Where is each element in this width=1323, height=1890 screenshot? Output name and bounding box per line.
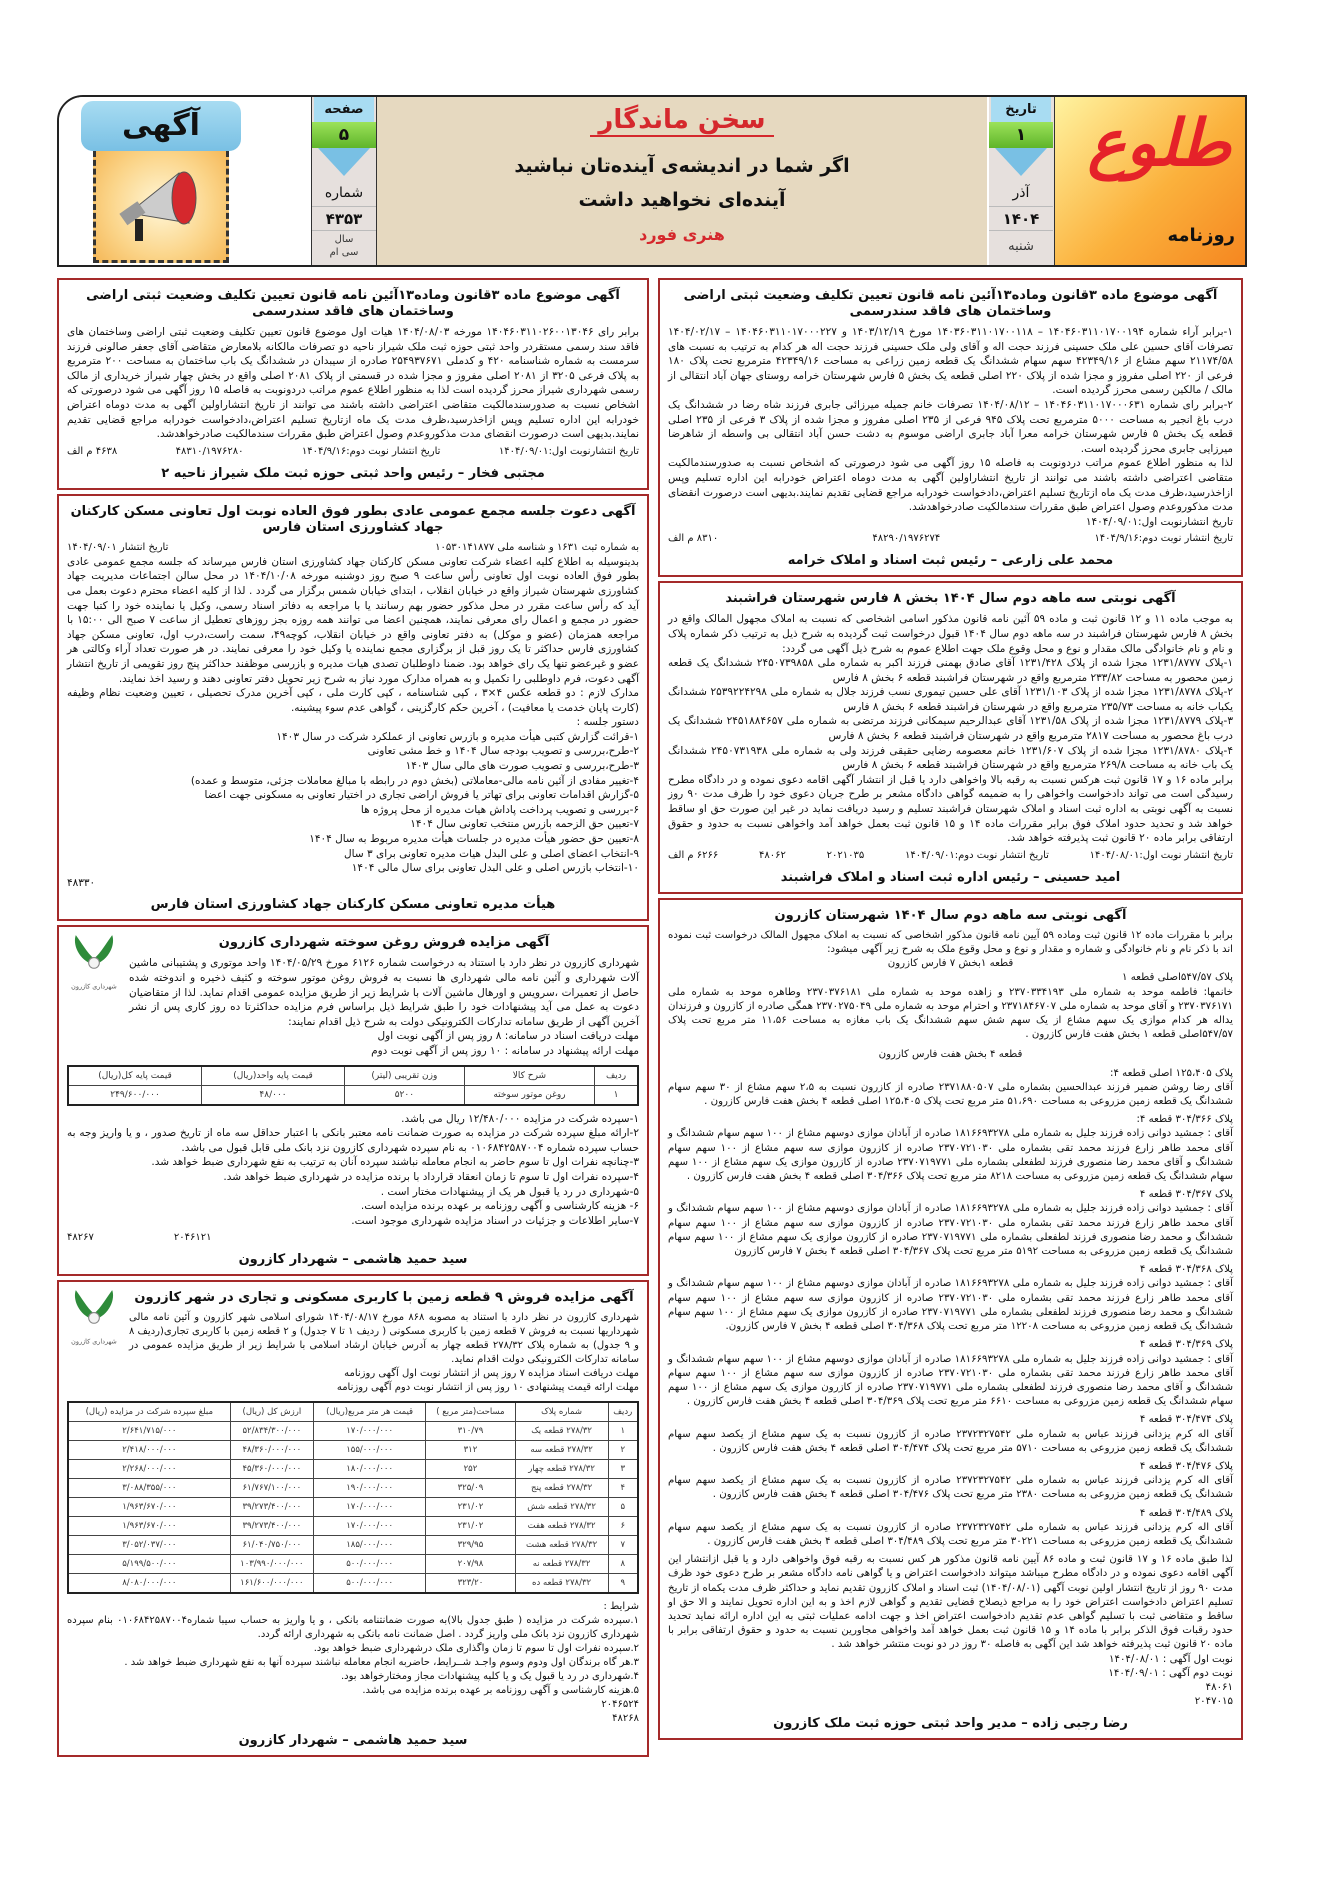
condition-item: ۲.سپرده نفرات اول تا سوم تا زمان واگذاری ملک درشهرداری ضبط خواهد بود. — [313, 1643, 639, 1655]
ad-meta — [668, 849, 1233, 863]
ad-code: ۴۸۲۹۰/۱۹۷۶۲۷۴ — [872, 533, 941, 545]
table-cell: ۲۰۷/۹۸ — [426, 1555, 515, 1574]
table-row — [68, 1555, 638, 1574]
year-value: سی ام — [329, 247, 359, 258]
table-cell: ۱۰۳/۹۹۰/۰۰۰/۰۰۰ — [230, 1555, 313, 1574]
page-number: ۵ — [312, 122, 376, 148]
ad-code: ۴۸۲۶۸ — [612, 1713, 639, 1725]
table-header-cell: وزن تقریبی (لیتر) — [344, 1066, 464, 1086]
table-cell: ۶۱/۷۶۷/۱۰۰/۰۰۰ — [230, 1479, 313, 1498]
ad-paragraph: آقای : جمشید دوانی زاده فرزند جلیل به شماره ملی ۱۸۱۶۶۹۳۲۷۸ صادره از آبادان موازی دوسهم مشاع از ۱۰۰ سهم سهام ششدانگ و آقای محمد طاهر زارع فرزند محمد تقی بشماره ملی ۲۳۷۰۷۲۱۰۳۰ صادره از کازرون موازی سه سهم مشاع از ۱۰۰ سهم سهام ششدانگ و محمد رضا منصوری فرزند لطفعلی بشماره ملی ۲۳۷۰۷۱۹۷۷۱ صادره از کازرون موازی یک سهم مشاع از ۱۰۰ سهم سهام ششدانگ یک قطعه زمین مزروعی به مساحت ۵۱۹۲ متر مربع تحت پلاک ۳۰۴/۳۶۷ اصلی قطعه ۴ بخش ۷ فارس کازرون — [668, 1203, 1233, 1258]
condition-item: ۵.هزینه کارشناسی و آگهی روزنامه بر عهده برنده مزایده می باشد. — [362, 1685, 639, 1697]
quote-title — [377, 105, 987, 135]
ad-paragraph: برابر ماده ۱۶ و ۱۷ قانون ثبت هرکس نسبت به رقبه بالا واخواهی دارد یا قبل از انتشار آگهی اقامه دعوی نموده و در دادگاه مطرح رسیدگی است می تواند دادخواست واخواهی را به ضمیمه گواهی دادگاه مشعر بر طرح جریان دعوی خود را ظرف مدت ۹۰ روز نسبت به آگهی نوبتی به اداره ثبت اسناد و املاک شهرستان فراشبند تسلیم و رسید دریافت نماید در غیر این صورت حق او ساقط خواهد شد و تحدید حدود املاک فوق برابر مقررات ماده ۱۴ و ۱۵ قانون ثبت بعمل خواهد آمد واخواهی نسبت به حدود و حقوق ارتفاقی برابر ماده ۲۰ قانون ثبت پذیرفته خواهد شد. — [668, 773, 1233, 845]
ad-registration: به شماره ثبت ۱۶۳۱ و شناسه ملی ۱۰۵۳۰۱۴۱۸۷۷ — [435, 541, 639, 553]
ad-farashband — [658, 581, 1243, 894]
condition-item: ۶- هزینه کارشناسی و آگهی روزنامه بر عهده برنده مزایده است. — [360, 1200, 639, 1213]
ad-deadline: مهلت دریافت اسناد در سامانه: ۸ روز پس از آگهی نوبت اول — [377, 1030, 639, 1043]
table-cell: ۱/۹۶۳/۶۷۰/۰۰۰ — [68, 1498, 230, 1517]
ad-title: آگهی دعوت جلسه مجمع عمومی عادی بطور فوق العاده نوبت اول تعاونی مسکن کارکنان جهاد کشاورزی استان فارس — [70, 503, 636, 535]
ad-pub-date: تاریخ انتشار ۱۴۰۴/۰۹/۰۱ — [67, 541, 169, 553]
ad-paragraph: آقای : جمشید دوانی زاده فرزند جلیل به شماره ملی ۱۸۱۶۶۹۳۲۷۸ صادره از آبادان موازی دوسهم مشاع از ۱۰۰ سهم سهام ششدانگ و آقای محمد طاهر زارع فرزند محمد تقی بشماره ملی ۲۳۷۰۷۲۱۰۳۰ صادره از کازرون موازی سه سهم مشاع از ۱۰۰ سهم سهام ششدانگ و آقای محمد رضا منصوری فرزند لطفعلی بشماره ملی ۲۳۷۰۷۱۹۷۷۱ صادره از کازرون موازی یک سهم مشاع از ۱۰۰ سهم سهام ششدانگ یک قطعه زمین مزروعی به مساحت ۶۶۱۰ متر مربع تحت پلاک ۳۰۴/۳۶۹ اصلی قطعه ۴ بخش هفت فارس کازرون . — [668, 1353, 1233, 1408]
ad-plot: پلاک ۱۲۵،۴۰۵ اصلی قطعه ۴: — [1110, 1067, 1233, 1079]
table-header-row — [68, 1402, 638, 1422]
agenda-item: ۹-انتخاب اعضای اصلی و علی البدل هیات مدیره تعاونی برای ۳ سال — [344, 847, 639, 860]
ad-deadline: مهلت ارائه پیشنهاد در سامانه : ۱۰ روز پس از آگهی نوبت دوم — [371, 1044, 639, 1057]
ad-deadline: مهلت ارائه قیمت پیشنهادی ۱۰ روز پس از انتشار نوبت دوم آگهی روزنامه — [336, 1382, 639, 1394]
ad-banner: آگهی — [81, 101, 241, 151]
ad-date-second: نوبت دوم آگهی : ۱۴۰۴/۰۹/۰۱ — [1108, 1667, 1233, 1679]
ad-code: ۴۸۰۶۱ — [1205, 1681, 1233, 1693]
ad-date-first: تاریخ انتشارنوبت اول:۱۴۰۴/۰۹/۰۱ — [498, 445, 639, 457]
ad-code: ۲۰۴۶۵۲۴ — [601, 1699, 639, 1711]
ad-plot: پلاک ۳۰۴/۴۷۶ قطعه ۴ — [1139, 1460, 1233, 1472]
ad-code: ۲۰۲۱۰۳۵ — [826, 849, 865, 861]
agenda-item: ۱۰-انتخاب بازرس اصلی و علی البدل تعاونی برای سال مالی ۱۴۰۴ — [351, 862, 639, 875]
ad-paragraph: ۲-برابر رای شماره ۱۴۰۴۶۰۳۱۱۰۱۷۰۰۰۶۳۱ – ۱۴۰۴/۰۸/۱۲ تصرفات خانم جمیله میرزائی جابری فرزند شاه رضا در ششدانگ یک درب باغ انجیر به مساحت ۵۰۰۰ مترمربع تحت پلاک ۹۴۵ فرعی از ۲۳۵ اصلی مفروز و مجزا شده از پلاک ۳ فرعی از ۲۳۵ اصلی قطعه یک بخش ۵ فارس شهرستان خرامه معرا آباد جابری اراضی موسوم به دشت حسن آباد انتقالی بی واسطه از شاهرضا میرزایی جابری محرز گردیده است. — [668, 398, 1233, 455]
table-cell: ۱۷۰/۰۰۰/۰۰۰ — [314, 1498, 426, 1517]
table-cell: ۲۷۸/۳۲ قطعه سه — [515, 1441, 608, 1460]
ad-date-first: نوبت اول آگهی : ۱۴۰۴/۰۸/۰۱ — [1109, 1653, 1233, 1665]
ad-header — [67, 933, 639, 1058]
ad-header-text — [129, 933, 639, 1058]
agenda-item: ۵-گزارش اقدامات تعاونی برای تهاتر یا فروش اراضی تجاری در اختیار تعاونی به مسکونی جهت اعضا — [204, 789, 639, 802]
ad-code: ۸۳۱۰ م الف — [668, 533, 719, 545]
ad-meta — [668, 532, 1233, 546]
agenda-list — [67, 730, 639, 876]
ad-paragraph: آقای اله کرم یزدانی فرزند عباس به شماره ملی ۲۳۷۲۳۲۷۵۴۲ صادره از کازرون نسبت به یک سهم مشاع از یکصد سهم سهام ششدانگ یک قطعه زمین مزروعی به مساحت ۵۷۱۰ متر مربع تحت پلاک ۳۰۴/۴۷۴ اصلی قطعه ۴ بخش هفت فارس کازرون . — [668, 1428, 1233, 1454]
table-cell: ۷ — [608, 1536, 638, 1555]
table-cell: ۹ — [608, 1574, 638, 1594]
ad-land-auction — [57, 1280, 649, 1757]
ad-plot: پلاک ۵۴۷/۵۷اصلی قطعه ۱ — [1122, 972, 1233, 984]
ad-paragraph: آقای اله کرم یزدانی فرزند عباس به شماره ملی ۲۳۷۲۳۲۷۵۴۲ صادره از کازرون نسبت به یک سهم مشاع از یکصد سهم سهام ششدانگ یک قطعه زمین مزروعی به مساحت ۳۰۲۲۱ متر مربع تحت پلاک ۳۰۴/۴۸۹ اصلی قطعه ۴ بخش هفت فارس کازرون . — [668, 1521, 1233, 1547]
date-box — [989, 97, 1055, 267]
ad-signature: رضا رجبی زاده – مدیر واحد ثبتی حوزه ثبت ملک کازرون — [773, 1716, 1128, 1732]
right-column — [658, 278, 1243, 1740]
table-row — [68, 1536, 638, 1555]
table-cell: ۱ — [595, 1085, 638, 1105]
table-cell: ۱۷۰/۰۰۰/۰۰۰ — [314, 1422, 426, 1441]
table-cell: ۸ — [608, 1555, 638, 1574]
ad-cooperative — [57, 494, 649, 922]
table-cell: ۳/۰۵۲/۰۳۷/۰۰۰ — [68, 1536, 230, 1555]
ad-code: ۴۸۰۶۲ — [759, 849, 786, 861]
ad-date-second: تاریخ انتشار نوبت دوم:۱۴۰۴/۹/۱۶ — [1094, 533, 1233, 545]
ad-paragraph: شهرداری کازرون در نظر دارد با استناد به درخواست شماره ۶۱۲۶ مورخ ۱۴۰۴/۰۵/۲۹ واحد موتوری و پشتیبانی ماشین آلات شهرداری و آئین نامه مالی شهرداری ها نسبت به فروش روغن موتور سوخته و کثیف ذخیره و اندوخته شده حاصل از تعمیرات ،سرویس و اورهال ماشین آلات با شرایط زیر از طریق مزایده عمومی اقدام نماید. لذا از متقاضیان دعوت به عمل می آید پیشنهادات خود را طبق شرایط ذیل براساس فرم مزایده حداکثرتا ده روز کاری پس از نشر آخرین آگهی از طریق سامانه تدارکات الکترونیکی دولت به شرح ذیل اقدام نمایند: — [129, 957, 639, 1028]
table-cell: ۲۳۱/۰۲ — [426, 1517, 515, 1536]
ad-meta — [67, 1231, 639, 1245]
ad-paragraph: آقای رضا روشن ضمیر فرزند عبدالحسین بشماره ملی ۲۳۷۱۸۸۰۵۰۷ صادره از کازرون نسبت به ۲،۵ سهم مشاع از ۳۰ سهم سهام ششدانگ یک قطعه زمین مزروعی به مساحت ۵۱،۶۹۰ متر مربع تحت پلاک ۱۲۵،۴۰۵ اصلی قطعه ۴ بخش هفت فارس کازرون . — [668, 1081, 1233, 1108]
table-row — [68, 1460, 638, 1479]
brand-name: طلوع — [1087, 107, 1231, 181]
date-weekday: شنبه — [1008, 239, 1034, 254]
condition-item: ۱-سپرده شرکت در مزایده ۱۲/۴۸۰/۰۰۰ ریال می باشد. — [401, 1112, 639, 1125]
logo-text: شهرداری کازرون — [71, 1337, 117, 1346]
ad-paragraph: ۴-پلاک ۱۲۳۱/۸۷۸۰ مجزا شده از پلاک ۱۲۳۱/۶۰۷ خانم معصومه رضایی حقیقی فرزند ولی به شماره ملی ۲۴۵۰۷۳۱۹۳۸ ششدانگ یک باب خانه به مساحت ۲۶۹/۸ مترمربع واقع در شهرستان فراشبند قطعه ۶ بخش ۸ فارس — [668, 744, 1233, 772]
ad-code: ۴۸۳۱۰/۱۹۷۶۲۸۰ — [175, 445, 244, 457]
page-label: صفحه — [314, 97, 374, 122]
date-day: ۱ — [989, 122, 1053, 148]
kazerun-municipality-logo — [67, 1288, 121, 1350]
ad-docs: مدارک لازم : دو قطعه عکس ۴×۳ ، کپی شناسنامه ، کپی کارت ملی ، کپی آخرین مدرک تحصیلی ، تعیین وضعیت نظام وظیفه (کارت پایان خدمت یا معافیت) ، آخرین حکم کارگزینی ، گواهی عدم سوء پیشینه. — [67, 687, 640, 714]
conditions-list — [67, 1112, 639, 1229]
table-cell: ۵/۱۹۹/۵۰۰/۰۰۰ — [68, 1555, 230, 1574]
ad-date-second: تاریخ انتشار نوبت دوم:۱۴۰۴/۰۹/۰۱ — [904, 849, 1049, 861]
ad-paragraph: لذا طبق ماده ۱۶ و ۱۷ قانون ثبت و ماده ۸۶ آیین نامه قانون مذکور هر کس نسبت به رقبه فوق واخواهی دارد و یا قبل ازانتشار این آگهی اقامه دعوی نموده و در دادگاه مطرح میباشد میتواند دادخواست اعتراض و یا گواهی نامه دادگاه مشعر بر طرح دعوی خود ظرف مدت ۹۰ روز از تاریخ انتشار اولین نوبت آگهی (۱۴۰۴/۰۸/۰۱) ثبت اسناد و املاک کازرون تقدیم نماید و حداکثر ظرف مدت یکماه از تاریخ تسلیم اعتراض دادخواست اعتراض خود را به مراجع ذیصلاح قضایی تقدیم و گواهی لازم اخذ و به این اداره تحویل نمایند و الا حق او ساقط و متقاضی ثبت با تسلیم گواهی عدم تقدیم دادخواست اعتراض اخذ و جهت ادامه عملیات ثبتی به این اداره ارائه نماید تحدید حدود رقبات فوق الذکر برابر با ماده ۱۴ و ۱۵ قانون ثبت بعمل خواهد آمد واخواهی مجاورین نسبت به حدود و حقوق ارتفاقی برابر با ماده ۲۰ قانون ثبت پذیرفته خواهد شد این آگهی به فاصله ۳۰ روز در دو نوبت منتشر خواهد شد . — [668, 1554, 1233, 1651]
ad-meta — [67, 541, 639, 555]
table-cell: ۵۰۰/۰۰۰/۰۰۰ — [314, 1574, 426, 1594]
table-cell: ۴۸/۳۶۰/۰۰۰/۰۰۰ — [230, 1441, 313, 1460]
logo-text: شهرداری کازرون — [71, 982, 117, 991]
table-cell: ۲/۶۴۱/۷۱۵/۰۰۰ — [68, 1422, 230, 1441]
table-header-cell: قیمت هر متر مربع(ریال) — [314, 1402, 426, 1422]
table-cell: ۲۷۸/۳۲ قطعه پنج — [515, 1479, 608, 1498]
ad-kharameh — [658, 278, 1243, 577]
table-row — [68, 1422, 638, 1441]
conditions-list — [67, 1614, 639, 1698]
ad-paragraph: ۳-پلاک ۱۲۳۱/۸۷۷۹ مجزا شده از پلاک ۱۲۳۱/۵۸ آقای عبدالرحیم سیمکانی فرزند مرتضی به شماره ملی ۲۴۵۱۸۸۴۶۵۷ ششدانگ یک درب باغ محصور به مساحت ۲۸۱۷ مترمربع واقع در شهرستان فراشبند قطعه ۶ بخش ۸ فارس — [668, 715, 1233, 743]
ad-title: آگهی موضوع ماده ۳قانون وماده۱۳آئین نامه قانون تعیین تکلیف وضعیت ثبتی اراضی وساختمان های فاقد سندرسمی — [683, 288, 1218, 319]
ad-entries — [668, 1067, 1233, 1550]
table-cell: ۱۹۰/۰۰۰/۰۰۰ — [314, 1479, 426, 1498]
table-header-cell: شماره پلاک — [515, 1402, 608, 1422]
agenda-item: ۴-تغییر مفادی از آئین نامه مالی-معاملاتی (بخش دوم در رابطه با مبالغ معاملات جزئی، متوسط و عمده) — [190, 774, 639, 787]
ad-paragraph: آقای اله کرم یزدانی فرزند عباس به شماره ملی ۲۳۷۲۳۲۷۵۴۲ صادره از کازرون نسبت به یک سهم مشاع از یکصد سهم سهام ششدانگ یک قطعه زمین مزروعی به مساحت ۲۳۸۰ متر مربع تحت پلاک ۳۰۴/۴۷۶ اصلی قطعه ۴ بخش هفت فارس کازرون . — [668, 1475, 1233, 1501]
table-cell: ۱۶۱/۶۰۰/۰۰۰/۰۰۰ — [230, 1574, 313, 1594]
table-cell: ۳۹/۲۷۳/۴۰۰/۰۰۰ — [230, 1517, 313, 1536]
ad-plot: پلاک ۳۰۴/۳۶۷ قطعه ۴ — [1139, 1189, 1233, 1201]
table-cell: ۳/۰۸۸/۳۵۵/۰۰۰ — [68, 1479, 230, 1498]
condition-item: ۴-سپرده نفرات اول تا سوم تا زمان انعقاد قرارداد با برنده مزایده در شهرداری ضبط خواهد شد. — [223, 1170, 639, 1183]
brand-logo — [1055, 97, 1247, 267]
agenda-item: ۸-تعیین حق حضور هیأت مدیره در جلسات هیأت مدیره مربوط به سال ۱۴۰۴ — [309, 833, 639, 846]
agenda-item: ۱-قرائت گزارش کتبی هیأت مدیره و بازرس تعاونی از عملکرد شرکت در سال ۱۴۰۳ — [276, 730, 639, 743]
table-cell: ۴۵/۳۶۰/۰۰۰/۰۰۰ — [230, 1460, 313, 1479]
ad-signature: محمد علی زارعی – رئیس ثبت اسناد و املاک خرامه — [787, 553, 1114, 569]
issue-label: شماره — [312, 179, 376, 207]
table-header-row — [68, 1066, 638, 1086]
year-label-text: سال — [334, 234, 354, 245]
table-cell: ۱۷۰/۰۰۰/۰۰۰ — [314, 1517, 426, 1536]
table-cell: ۲ — [608, 1441, 638, 1460]
masthead — [57, 95, 1247, 267]
ad-date-second: تاریخ انتشار نوبت دوم:۱۴۰۴/۹/۱۶ — [301, 445, 441, 457]
table-header-cell: مبلغ سپرده شرکت در مزایده (ریال) — [68, 1402, 230, 1422]
quote-line-1: اگر شما در اندیشه‌ی آینده‌تان نباشید — [514, 155, 850, 177]
page-number-box — [311, 97, 377, 267]
table-header-cell: قیمت پایه کل(ریال) — [68, 1066, 202, 1086]
left-column — [57, 278, 649, 1757]
table-header-cell: مساحت(متر مربع ) — [426, 1402, 515, 1422]
condition-item: ۱.سپرده شرکت در مزایده ( طبق جدول بالا)به صورت ضمانتنامه بانکی ، و یا واریز به حساب سیبا شماره۰۱۰۶۸۴۲۵۸۷۰۰۴ بنام سپرده شهرداری کازرون نزد بانک ملی واریز گردد . اصل ضمانت نامه بانکی به شهرداری ارائه گردد. — [67, 1615, 639, 1641]
table-row — [68, 1498, 638, 1517]
table-cell: ۵۲/۸۳۴/۳۰۰/۰۰۰ — [230, 1422, 313, 1441]
ad-paragraph: ۱-برابر آراء شماره ۱۴۰۴۶۰۳۱۱۰۱۷۰۰۱۹۴ – ۱۴۰۳۶۰۳۱۱۰۱۷۰۰۱۱۸ مورخ ۱۴۰۳/۱۲/۱۹ و ۱۴۰۴۶۰۳۱۱۰۱۷۰۰۰۲۲۷ – ۱۴۰۴/۰۲/۱۷ تصرفات آقای حسین علی ملک حسینی فرزند حجت اله و آقای ولی ملک حسینی فرزند حجت اله هر کدام به ترتیب به نسبت های ۲۱۱۷۴/۵۸ سهم مشاع از ۴۲۳۴۹/۱۶ سهم سهام ششدانگ یک قطعه زمین زراعی به مساحت ۴۲۳۴۹/۱۶ مترمربع تحت پلاک ۱۸۰ فرعی از ۲۲۰ اصلی مفروز و مجزا شده از پلاک ۲۲۰ اصلی قطعه یک بخش ۵ فارس شهرستان خرامه روستای جهان آباد انتقالی از مالک / مالکین رسمی محرز گردیده است. — [668, 326, 1233, 397]
arrow-down-icon — [318, 148, 370, 176]
ad-plot: پلاک ۳۰۴/۴۷۴ قطعه ۴ — [1139, 1414, 1233, 1426]
ad-signature: امید حسینی – رئیس اداره ثبت اسناد و املاک فراشبند — [780, 869, 1121, 885]
table-row — [68, 1574, 638, 1594]
ad-kazerun-registry — [658, 898, 1243, 1741]
table-cell: ۶ — [608, 1517, 638, 1536]
table-cell: ۶۱/۰۴۰/۷۵۰/۰۰۰ — [230, 1536, 313, 1555]
land-price-table — [67, 1401, 639, 1594]
table-cell: ۲۷۸/۳۲ قطعه ده — [515, 1574, 608, 1594]
condition-item: ۴.شهرداری در رد یا قبول یک و یا کلیه پیشنهادات مجاز ومختارخواهد بود. — [340, 1671, 639, 1683]
ad-signature: هیأت مدیره تعاونی مسکن کارکنان جهاد کشاورزی استان فارس — [150, 897, 556, 913]
table-cell: ۳۱۰/۷۹ — [426, 1422, 515, 1441]
table-cell: ۵۰۰/۰۰۰/۰۰۰ — [314, 1555, 426, 1574]
table-row — [68, 1479, 638, 1498]
agenda-item: ۲-طرح،بررسی و تصویب بودجه سال ۱۴۰۴ و خط مشی تعاونی — [367, 745, 639, 758]
ad-paragraph: آقای : جمشید دوانی زاده فرزند جلیل به شماره ملی ۱۸۱۶۶۹۳۲۷۸ صادره از آبادان موازی دوسهم مشاع از ۱۰۰ سهم سهام ششدانگ و آقای محمد طاهر زارع فرزند محمد تقی بشماره ملی ۲۳۷۰۷۲۱۰۳۰ صادره از کازرون موازی سه سهم مشاع از ۱۰۰ سهم سهام ششدانگ و محمد رضا منصوری فرزند لطفعلی بشماره ملی ۲۳۷۰۷۱۹۷۷۱ صادره از کازرون موازی یک سهم مشاع از ۱۰۰ سهم سهام ششدانگ یک قطعه زمین مزروعی به مساحت ۱۲۲۰۸ متر مربع تحت پلاک ۳۰۴/۳۶۸ اصلی قطعه ۴ بخش ۷ فارس کازرون. — [668, 1278, 1233, 1333]
table-row — [68, 1441, 638, 1460]
ad-title: آگهی نوبتی سه ماهه دوم سال ۱۴۰۴ شهرستان کازرون — [774, 907, 1127, 923]
ad-plot: پلاک ۳۰۴/۳۶۹ قطعه ۴ — [1139, 1339, 1233, 1351]
date-month: آذر — [989, 179, 1053, 207]
table-cell: ۲۷۸/۳۲ قطعه هشت — [515, 1536, 608, 1555]
ad-paragraph: به موجب ماده ۱۱ و ۱۲ قانون ثبت و ماده ۵۹ آئین نامه قانون مذکور اسامی اشخاصی که نسبت به املاک مجهول المالک واقع در بخش ۸ فارس شهرستان فراشبند در سه ماهه دوم سال ۱۴۰۴ قبول درخواست ثبت گردیده به شرح ذیل به ترتیب ذکر شماره پلاک و نام و نام خانوادگی مالک مقدار و نوع و محل وقوع ملک جهت اطلاع عموم به شرح ذیل آگهی می گردد: — [668, 613, 1233, 655]
condition-item: ۲-ارائه مبلغ سپرده شرکت در مزایده به صورت ضمانت نامه معتبر بانکی با اعتبار حداقل سه ماه از تاریخ صدور ، و یا واریز وجه به حساب سپرده شماره ۰۱۰۶۸۴۲۵۸۷۰۰۴ به نام سپرده شهرداری کازرون نزد بانک ملی قابل قبول می باشد. — [67, 1127, 639, 1154]
ad-paragraph: ۱-پلاک ۱۲۳۱/۸۷۷۷ مجزا شده از پلاک ۱۲۳۱/۴۲۸ آقای صادق بهمنی فرزند اکبر به شماره ملی ۲۴۵۰۷۳۹۸۵۸ ششدانگ یک قطعه زمین محصور به مساحت ۲۳۳/۸۲ مترمربع واقع در شهرستان فراشبند قطعه ۶ بخش ۸ فارس — [668, 657, 1233, 684]
condition-item: ۵-شهرداری در رد یا قبول هر یک از پیشنهادات مختار است . — [380, 1185, 639, 1198]
table-cell: ۲/۲۶۸/۰۰۰/۰۰۰ — [68, 1460, 230, 1479]
ad-title: آگهی نوبتی سه ماهه دوم سال ۱۴۰۴ بخش ۸ فارس شهرستان فراشبند — [725, 591, 1176, 607]
ad-code: ۴۸۳۳۰ — [67, 876, 96, 889]
table-cell: ۲۷۸/۳۲ قطعه چهار — [515, 1460, 608, 1479]
ad-section-heading: قطعه ۴ بخش هفت فارس کازرون — [878, 1049, 1023, 1061]
oil-price-table — [67, 1065, 639, 1106]
agenda-item: ۶-بررسی و تصویب پرداخت پاداش هیات مدیره از محل پروژه ها — [360, 803, 639, 816]
ad-paragraph: بدینوسیله به اطلاع کلیه اعضاء شرکت تعاونی مسکن کارکنان جهاد کشاورزی استان فارس میرساند که جلسه مجمع عمومی عادی بطور فوق العاده نوبت اول تعاونی رأس ساعت ۹ صبح روز دوشنبه مورخه ۱۴۰۴/۱۰/۰۸ در محل سالن اجتماعات مدیریت جهاد کشاورزی شهرستان شیراز واقع در خیابان انقلاب ، ابتدای خیابان شمس برگزار می گردد . لذا از کلیه اعضاء محترم دعوت بعمل می آید که رأس ساعت مقرر در محل مذکور حضور بهم رسانند یا با مراجعه به دفاتر اسناد رسمی، وکیل یا نماینده خود را کتبا جهت حضور در مجمع و اعمال رای معرفی نمایند، همچنین اعضا می توانند همه روزه بجز روزهای تعطیل از ساعت ۷ صبح الی ۱۵:۰۰ با مراجعه همزمان (عضو و موکل) به دفتر تعاونی واقع در خیابان انقلاب، کوچه۴۹، سمت راست،درب اول، تعاونی مسکن جهاد کشاورزی فارس حداکثر تا یک روز قبل از برگزاری مجمع نماینده یا وکیل خود را معرفی نمایند. در هر صورت تعداد آراء وکالتی هر عضو و غیرعضو تنها یک رای خواهد بود. ضمنا داوطلبان تصدی هیات مدیره و بازرسی موظفند حداکثر پنج روز تقویمی از تاریخ انتشار آگهی دعوت، فرم داوطلبی را تکمیل و به همراه مدارک مورد نیاز به شرح زیر تحویل دفتر تعاونی دهند و رسید اخذ نمایند. — [67, 555, 639, 685]
table-cell: ۳ — [608, 1460, 638, 1479]
ad-paragraph: شهرداری کازرون در نظر دارد با استناد به مصوبه ۸۶۸ مورخ ۱۴۰۴/۰۸/۱۷ شورای اسلامی شهر کازرون و آئین نامه مالی شهرداریها نسبت به فروش ۷ قطعه زمین با کاربری مسکونی ( ردیف ۱ تا ۷ جدول) و ۲ قطعه زمین با کاربری تجاری(ردیف ۸ و ۹ جدول) به شماره پلاک ۲۷۸/۳۲ قطعه چهار به آدرس خیابان ارشاد اسلامی با شرایط زیر از طریق مزایده عمومی در سامانه تدارکات الکترونیکی دولت اقدام نماید. — [129, 1312, 640, 1366]
condition-item: ۳-چنانچه نفرات اول تا سوم حاضر به انجام معامله نباشند سپرده آنان به ترتیب به نفع شهرداری ضبط خواهد شد. — [151, 1156, 639, 1169]
arrow-down-icon — [995, 148, 1047, 176]
conditions-label: شرایط : — [603, 1601, 639, 1613]
table-header-cell: قیمت پایه واحد(ریال) — [202, 1066, 345, 1086]
megaphone-icon — [109, 163, 209, 243]
ad-section-logo — [59, 97, 269, 267]
ad-title: آگهی مزایده فروش ۹ قطعه زمین با کاربری مسکونی و تجاری در شهر کازرون — [134, 1290, 634, 1306]
ad-title: آگهی مزایده فروش روغن سوخته شهرداری کازرون — [218, 935, 550, 951]
ad-title: آگهی موضوع ماده ۳قانون وماده۱۳آئین نامه قانون تعیین تکلیف وضعیت ثبتی اراضی وساختمان های فاقد سندرسمی — [86, 288, 620, 319]
ad-date-first: تاریخ انتشار نوبت اول:۱۴۰۴/۰۸/۰۱ — [1089, 849, 1233, 861]
table-row — [68, 1085, 638, 1105]
ad-paragraph: ۲-پلاک ۱۲۳۱/۸۷۷۸ مجزا شده از پلاک ۱۲۳۱/۱۰۳ آقای علی حسین تیموری نسب فرزند جلال به شماره ملی ۲۵۳۹۲۲۴۲۹۸ ششدانگ یکباب خانه به مساحت ۲۳۵/۷۳ مترمربع واقع در شهرستان فراشبند قطعه ۶ بخش ۸ فارس — [668, 686, 1233, 713]
table-cell: ۲۳۱/۰۲ — [426, 1498, 515, 1517]
table-cell: ۴۸/۰۰۰ — [202, 1085, 345, 1105]
table-cell: ۱/۹۶۳/۶۷۰/۰۰۰ — [68, 1517, 230, 1536]
table-cell: ۲۷۸/۳۲ قطعه نه — [515, 1555, 608, 1574]
table-cell: ۴ — [608, 1479, 638, 1498]
ad-paragraph: آقای : جمشید دوانی زاده فرزند جلیل به شماره ملی ۱۸۱۶۶۹۳۲۷۸ صادره از آبادان موازی دوسهم مشاع از ۱۰۰ سهم سهام ششدانگ و آقای محمد طاهر زارع فرزند محمد تقی بشماره ملی ۲۳۷۰۷۲۱۰۳۰ صادره از کازرون موازی سه سهم مشاع از ۱۰۰ سهم سهام ششدانگ و آقای محمد رضا منصوری فرزند لطفعلی بشماره ملی ۲۳۷۰۷۱۹۷۷۱ صادره از کازرون موازی یک سهم مشاع از ۱۰۰ سهم سهام ششدانگ یک قطعه زمین مزروعی به مساحت ۸۲۱۸ متر مربع تحت پلاک ۳۰۴/۳۶۶ اصلی قطعه ۴ بخش هفت فارس کازرون . — [668, 1128, 1233, 1183]
brand-subtitle: روزنامه — [1167, 225, 1235, 246]
ad-code: ۴۶۳۸ م الف — [67, 445, 118, 457]
ad-paragraph: لذا به منظور اطلاع عموم مراتب دردونوبت به فاصله ۱۵ روز آگهی می شود درصورتی که اشخاص نسبت به صدورسندمالکیت متقاضی اعتراضی داشته باشند می توانند از تاریخ انتشاراولین آگهی به مدت دوماه اعتراض خودرابه این اداره تسلیم وپس ازاخذرسید،ظرف مدت یک ماه ازتاریخ تسلیم اعتراض،دادخواست خودرابه مراجع قضایی تقدیم نمایند.بدیهی است درصورت انقضای مدت مذکوروعدم وصول اعتراض طبق مقررات سندمالکیت صادرخواهدشد. — [668, 457, 1233, 514]
ad-paragraph: خانمها: فاطمه موحد به شماره ملی ۲۳۷۰۳۳۴۱۹۳ و زاهده موحد به شماره ملی ۲۳۷۰۳۷۶۱۸۱ وطاهره موحد به شماره ملی ۲۳۷۰۳۷۶۱۷۱ و آقای موحد به شماره ملی ۲۳۷۱۸۴۶۷۰۷ و احترام موحد به شماره ملی ۲۳۷۰۲۷۵۰۴۹ همگی صادره از کازرون و فرزندان یداله هر کدام موازی یک سهم مشاع از یک سهم شش سهم ششدانگ یک باب مغازه به مساحت ۱۱،۵۶ متر مربع تحت پلاک ۵۴۷/۵۷اصلی قطعه ۱ بخش هفت فارس کازرون . — [668, 986, 1233, 1041]
table-cell: ۲۷۸/۳۲ قطعه هفت — [515, 1517, 608, 1536]
ad-code: ۲۰۴۶۱۲۱ — [173, 1232, 212, 1244]
ad-header — [67, 1288, 639, 1395]
table-cell: ۵ — [608, 1498, 638, 1517]
ad-paragraph: برابر با مقررات ماده ۱۲ قانون ثبت وماده ۵۹ آیین نامه قانون مذکور اشخاصی که نسبت به املاک مجهول المالک درخواست ثبت نموده اند با ذکر نام و نام خانوادگی و شماره و مقدار و نوع و محل وقوع ملک به شرح زیر آگهی میشود: — [668, 929, 1233, 956]
ad-plot: پلاک ۳۰۴/۴۸۹ قطعه ۴ — [1139, 1507, 1233, 1519]
table-cell: ۳۹/۲۷۳/۴۰۰/۰۰۰ — [230, 1498, 313, 1517]
ad-plot: پلاک ۳۰۴/۳۶۶ قطعه ۴: — [1136, 1114, 1233, 1126]
condition-item: ۷-سایر اطلاعات و جزئیات در اسناد مزایده شهرداری موجود است. — [351, 1214, 639, 1227]
ad-signature: مجتبی فخار – رئیس واحد ثبتی حوزه ثبت ملک شیراز ناحیه ۲ — [161, 465, 545, 481]
table-cell: ۱۵۵/۰۰۰/۰۰۰ — [314, 1441, 426, 1460]
table-cell: ۳۲۵/۰۹ — [426, 1479, 515, 1498]
quote-title-text: سخن ماندگار — [590, 105, 773, 137]
table-cell: ۲۴۹/۶۰۰/۰۰۰ — [68, 1085, 202, 1105]
date-year: ۱۴۰۴ — [989, 207, 1053, 231]
table-cell: ۵۲۰۰ — [344, 1085, 464, 1105]
table-cell: ۲۵۲ — [426, 1460, 515, 1479]
table-cell: ۱ — [608, 1422, 638, 1441]
quote-author: هنری فورد — [639, 225, 725, 244]
table-header-cell: ارزش کل (ریال) — [230, 1402, 313, 1422]
table-row — [68, 1517, 638, 1536]
ad-signature: سید حمید هاشمی – شهردار کازرون — [238, 1733, 468, 1749]
ad-code: ۲۰۴۷۰۱۵ — [1194, 1696, 1233, 1708]
table-cell: ۲۷۸/۳۲ قطعه شش — [515, 1498, 608, 1517]
ad-deadline: مهلت دریافت اسناد مزایده ۷ روز پس از انتشار نوبت اول آگهی روزنامه — [344, 1368, 639, 1380]
ad-plot: پلاک ۳۰۴/۳۶۸ قطعه ۴ — [1139, 1264, 1233, 1276]
ad-paragraph: برابر رای ۱۴۰۴۶۰۳۱۱۰۲۶۰۰۱۳۰۴۶ مورخه ۱۴۰۴/۰۸/۰۳ هیات اول موضوع قانون تعیین تکلیف وضعیت ثبتی اراضی وساختمان های فاقد سند رسمی مستقردر واحد ثبتی حوزه ثبت ملک شیراز ناحیه دو تصرفات مالکانه بلامعارض متقاضی آقای جعفر صالونی فرزند سرمست به شماره شناسنامه ۴۲۰ و کدملی ۲۵۴۹۳۷۶۷۱ صادره از سیبدان در ششدانگ یک باب ساختمان به مساحت ۲۰۰ مترمربع به پلاک فرعی ۳۲۰۵ از ۲۰۸۱ اصلی مفروز و مجزا شده در قسمتی از پلاک ۲۰۸۱ اصلی واقع در بخش چهار شیراز خریداری از مالک رسمی شهرداری شیراز محرز گردیده است لذا به منظور اطلاع عموم مراتب دردونوبت به فاصله ۱۵ روز آگهی می شود درصورتی که اشخاص نسبت به صدورسندمالکیت متقاضی اعتراضی داشته باشند می توانند از تاریخ انتشاراولین آگهی به مدت دوماه اعتراض خودرابه این اداره تسلیم وپس ازاخذرسید،ظرف مدت یک ماه ازتاریخ تسلیم اعتراض،دادخواست خودرابه مراجع قضایی تقدیم نمایند.بدیهی است درصورت انقضای مدت مذکوروعدم وصول اعتراض طبق مقررات سندمالکیت صادرخواهدشد. — [67, 326, 640, 441]
table-header-cell: ردیف — [595, 1066, 638, 1086]
ad-oil-auction — [57, 925, 649, 1276]
table-cell: روغن موتور سوخته — [464, 1085, 594, 1105]
table-cell: ۲/۴۱۸/۰۰۰/۰۰۰ — [68, 1441, 230, 1460]
ad-shiraz — [57, 278, 649, 490]
quote-line-2: آینده‌ای نخواهید داشت — [578, 189, 786, 211]
table-header-cell: شرح کالا — [464, 1066, 594, 1086]
table-cell: ۲۷۸/۳۲ قطعه یک — [515, 1422, 608, 1441]
ad-signature: سید حمید هاشمی – شهردار کازرون — [238, 1252, 468, 1268]
ad-code: ۶۲۶۶ م الف — [668, 849, 719, 861]
table-cell: ۸/۰۸۰/۰۰۰/۰۰۰ — [68, 1574, 230, 1594]
table-cell: ۱۸۵/۰۰۰/۰۰۰ — [314, 1536, 426, 1555]
ad-code: ۴۸۲۶۷ — [67, 1232, 94, 1244]
agenda-label: دستور جلسه : — [576, 716, 639, 729]
ad-section-heading: قطعه ۱بخش ۷ فارس کازرون — [887, 958, 1014, 970]
ad-date-first: تاریخ انتشارنوبت اول:۱۴۰۴/۰۹/۰۱ — [1085, 515, 1233, 528]
table-cell: ۳۲۹/۹۵ — [426, 1536, 515, 1555]
year-label — [312, 233, 376, 259]
quote-box — [377, 97, 987, 267]
agenda-item: ۳-طرح،بررسی و تصویب صورت های مالی سال ۱۴۰۳ — [405, 760, 639, 773]
ad-meta — [67, 445, 639, 459]
table-header-cell: ردیف — [608, 1402, 638, 1422]
kazerun-municipality-logo — [67, 933, 121, 995]
date-label: تاریخ — [991, 97, 1051, 122]
condition-item: ۳.هر گاه برندگان اول ودوم وسوم واجـد شــرایط، حاضربه انجام معامله نباشند سپرده آنها به نفع شهرداری ضبط خواهد شد . — [124, 1657, 639, 1669]
agenda-item: ۷-تعیین حق الزحمه بازرس منتخب تعاونی سال ۱۴۰۴ — [410, 818, 639, 831]
table-cell: ۱۸۰/۰۰۰/۰۰۰ — [314, 1460, 426, 1479]
table-cell: ۳۲۳/۲۰ — [426, 1574, 515, 1594]
ad-header-text — [129, 1288, 639, 1395]
issue-number: ۴۳۵۳ — [312, 207, 376, 231]
table-cell: ۳۱۲ — [426, 1441, 515, 1460]
